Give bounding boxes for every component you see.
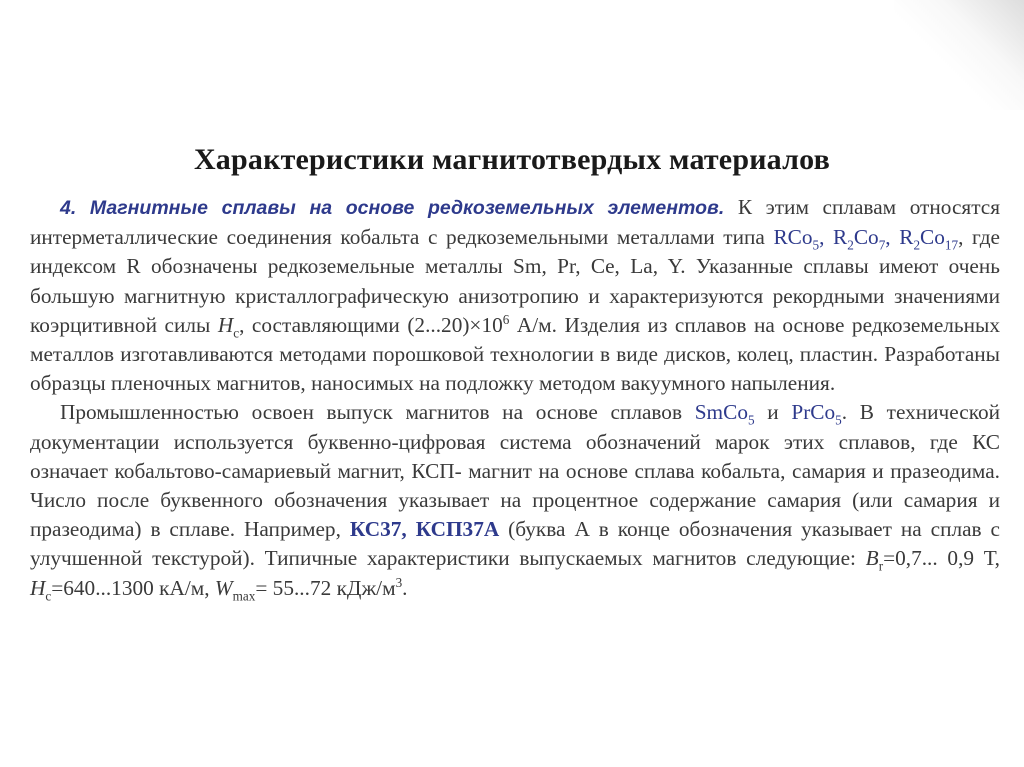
text: =640...1300 кА/м, — [51, 575, 215, 600]
symbol-subscript: r — [878, 558, 884, 574]
exponent: 6 — [502, 311, 510, 327]
formula-part: Co — [853, 225, 879, 250]
text: , составляющими (2...20)×10 — [239, 312, 503, 337]
separator: , — [819, 225, 834, 250]
text: Промышленностью освоен выпуск магнитов на основе сплавов — [60, 400, 695, 425]
grade-examples: КС37, КСП37А — [349, 517, 500, 542]
section-heading: 4. Магнитные сплавы на основе редкоземельных элементов. — [60, 197, 725, 219]
symbol-subscript: c — [233, 325, 240, 341]
formula-subscript: 5 — [747, 412, 755, 428]
symbol-subscript: c — [45, 587, 52, 603]
text: К этим сплавам относятся интерметаллические соединения кобальта с редкоземельными металлами типа — [30, 195, 1001, 250]
text: , где индексом R обозначены редкоземельные металлы Sm, Pr, Ce, La, Y. Указанные сплавы имеют очень большую магнитную кристаллографическую анизотропию и характеризуются рекордными значениями коэрцитивной силы — [30, 225, 1000, 337]
formula-subscript: 2 — [913, 237, 921, 253]
text: А/м. Изделия из сплавов на основе редкоземельных металлов изготавливаются методами порошковой технологии в виде дисков, колец, пластин. Разработаны образцы пленочных магнитов, наносимых на подложку методом вакуумного напыления. — [30, 312, 1000, 396]
text: и — [754, 400, 792, 425]
formula-subscript: 7 — [878, 237, 886, 253]
symbol-hc — [218, 313, 233, 337]
symbol-br — [866, 546, 879, 570]
paragraph-2 — [30, 398, 1000, 602]
slide-body — [30, 193, 1000, 603]
formula-subscript: 17 — [944, 237, 959, 253]
text: . В технической документации используется буквенно-цифровая система обозначений марок этих сплавов, где КС означает кобальтово-самариевый магнит, КСП- магнит на основе сплава кобальта, самария и празеодима. Число после буквенного обозначения указывает на процентное содержание самария (или самария и празеодима) в сплаве. Например, — [30, 400, 1001, 542]
symbol-wmax — [215, 576, 233, 600]
separator: , — [885, 225, 900, 250]
symbol-hc — [30, 576, 45, 600]
text: = 55...72 кДж/м — [255, 575, 396, 600]
formula-part: SmCo — [694, 400, 748, 425]
formula-subscript: 2 — [847, 237, 854, 253]
formula-subscript: 5 — [835, 412, 842, 428]
slide-title: Характеристики магнитотвердых материалов — [193, 143, 831, 176]
formula-subscript: 5 — [812, 237, 820, 253]
symbol-letter: H — [30, 575, 46, 600]
formula-r2co17 — [899, 225, 959, 253]
text: =0,7... 0,9 Т, — [883, 546, 1000, 571]
text: (буква А в конце обозначения указывает на сплав с улучшенной текстурой). Типичные характеристики выпускаемых магнитов следующие: — [30, 517, 1000, 571]
formula-part: PrCo — [791, 400, 836, 425]
formula-part: R — [833, 225, 848, 250]
symbol-letter: W — [214, 575, 233, 600]
text: . — [402, 575, 408, 600]
formula-smco5 — [694, 400, 755, 428]
formula-prco5 — [791, 400, 842, 428]
page-curl-shadow — [894, 0, 1024, 110]
formula-r2co7 — [833, 225, 886, 253]
formula-rco5 — [773, 225, 820, 253]
symbol-letter: H — [217, 312, 234, 337]
paragraph-1 — [30, 193, 1000, 398]
exponent: 3 — [395, 574, 403, 590]
formula-part: Co — [920, 225, 945, 250]
formula-part: R — [899, 225, 914, 250]
formula-part: RCo — [773, 225, 813, 250]
symbol-subscript: max — [232, 587, 256, 603]
symbol-letter: B — [865, 546, 879, 571]
